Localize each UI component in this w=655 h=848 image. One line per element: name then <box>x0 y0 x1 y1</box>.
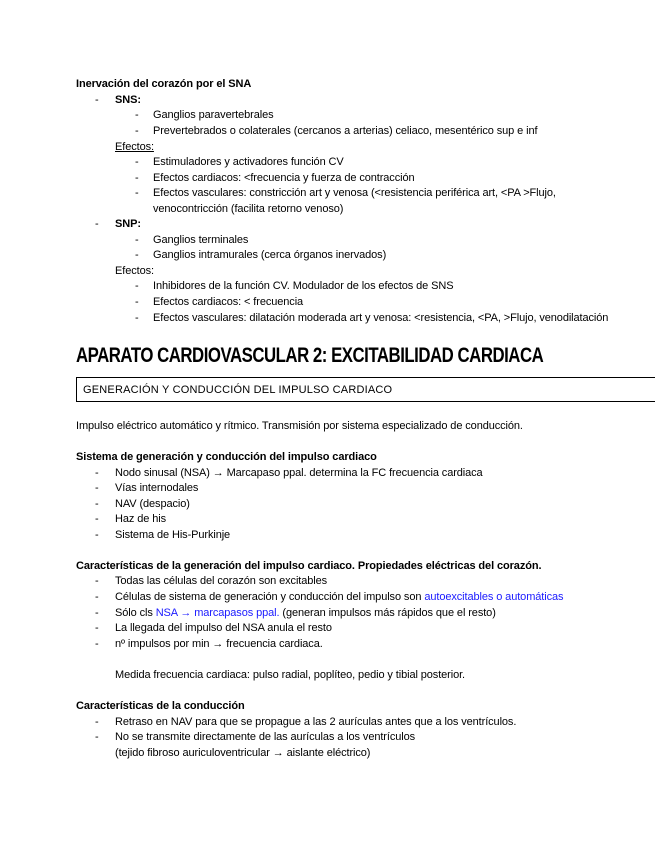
section-box <box>76 377 655 402</box>
bullet-dash: - <box>135 312 139 324</box>
list-item-continuation: venocontricción (facilita retorno venoso) <box>153 203 344 215</box>
bullet-dash: - <box>95 467 99 479</box>
list-item: Nodo sinusal (NSA) → Marcapaso ppal. determina la FC frecuencia cardiaca <box>115 467 483 479</box>
list-item: Ganglios terminales <box>153 234 249 246</box>
list-item: Sistema de His-Purkinje <box>115 529 231 541</box>
snp-label: SNP: <box>115 218 141 230</box>
bullet-dash: - <box>95 498 99 510</box>
bullet-dash: - <box>135 234 139 246</box>
list-item: Haz de his <box>115 513 166 525</box>
list-item: Efectos cardiacos: <frecuencia y fuerza de contracción <box>153 172 415 184</box>
list-item: No se transmite directamente de las aurículas a los ventrículos <box>115 731 416 743</box>
item-text: Sólo cls <box>115 607 156 619</box>
bullet-dash: - <box>135 125 139 137</box>
chapter-title: APARATO CARDIOVASCULAR 2: EXCITABILIDAD CARDIACA <box>76 344 544 367</box>
bullet-dash: - <box>135 156 139 168</box>
bullet-dash: - <box>95 482 99 494</box>
intro-text: Impulso eléctrico automático y rítmico. Transmisión por sistema especializado de conducción. <box>76 420 523 432</box>
bullet-dash: - <box>135 296 139 308</box>
list-item: La llegada del impulso del NSA anula el resto <box>115 622 332 634</box>
sns-effects-label: Efectos: <box>115 141 154 153</box>
bullet-dash: - <box>95 622 99 634</box>
list-item: Efectos vasculares: constricción art y venosa (<resistencia periférica art, <PA >Flujo, <box>153 187 556 199</box>
bullet-dash: - <box>95 513 99 525</box>
list-item <box>115 606 496 620</box>
list-item: Ganglios intramurales (cerca órganos inervados) <box>153 249 387 261</box>
list-item: Ganglios paravertebrales <box>153 109 274 121</box>
bullet-dash: - <box>95 591 99 603</box>
system-heading: Sistema de generación y conducción del impulso cardiaco <box>76 451 377 463</box>
list-item: Inhibidores de la función CV. Modulador de los efectos de SNS <box>153 280 454 292</box>
bullet-dash: - <box>95 575 99 587</box>
bullet-dash: - <box>95 529 99 541</box>
list-item: Vías internodales <box>115 482 199 494</box>
conduction-heading: Características de la conducción <box>76 700 245 712</box>
snp-effects-label: Efectos: <box>115 265 154 277</box>
list-item <box>115 590 563 604</box>
sna-heading: Inervación del corazón por el SNA <box>76 78 252 90</box>
list-item: nº impulsos por min → frecuencia cardiaca. <box>115 638 323 650</box>
list-item: Estimuladores y activadores función CV <box>153 156 344 168</box>
bullet-dash: - <box>95 638 99 650</box>
bullet-dash: - <box>135 172 139 184</box>
item-text: Células de sistema de generación y conducción del impulso son <box>115 591 425 603</box>
list-item: Prevertebrados o colaterales (cercanos a arterias) celiaco, mesentérico sup e inf <box>153 125 538 137</box>
list-item: Todas las células del corazón son excitables <box>115 575 328 587</box>
bullet-dash: - <box>95 94 99 106</box>
list-item-continuation: (tejido fibroso auriculoventricular → aislante eléctrico) <box>115 747 371 759</box>
characteristics-heading: Características de la generación del impulso cardiaco. Propiedades eléctricas del corazón. <box>76 560 542 572</box>
bullet-dash: - <box>95 218 99 230</box>
highlighted-text: autoexcitables o automáticas <box>424 591 564 603</box>
bullet-dash: - <box>135 249 139 261</box>
bullet-dash: - <box>135 187 139 199</box>
bullet-dash: - <box>95 607 99 619</box>
bullet-dash: - <box>95 716 99 728</box>
bullet-dash: - <box>135 109 139 121</box>
list-item: Efectos cardiacos: < frecuencia <box>153 296 304 308</box>
sns-label: SNS: <box>115 94 141 106</box>
bullet-dash: - <box>95 731 99 743</box>
list-item: NAV (despacio) <box>115 498 190 510</box>
note-text: Medida frecuencia cardiaca: pulso radial, poplíteo, pedio y tibial posterior. <box>115 669 466 681</box>
list-item: Efectos vasculares: dilatación moderada art y venosa: <resistencia, <PA, >Flujo, venodilatación <box>153 312 609 324</box>
bullet-dash: - <box>135 280 139 292</box>
highlighted-text: NSA → marcapasos ppal. <box>155 607 280 619</box>
section-box-title: GENERACIÓN Y CONDUCCIÓN DEL IMPULSO CARDIACO <box>83 384 393 396</box>
list-item: Retraso en NAV para que se propague a las 2 aurículas antes que a los ventrículos. <box>115 716 517 728</box>
item-text: (generan impulsos más rápidos que el resto) <box>279 607 496 619</box>
